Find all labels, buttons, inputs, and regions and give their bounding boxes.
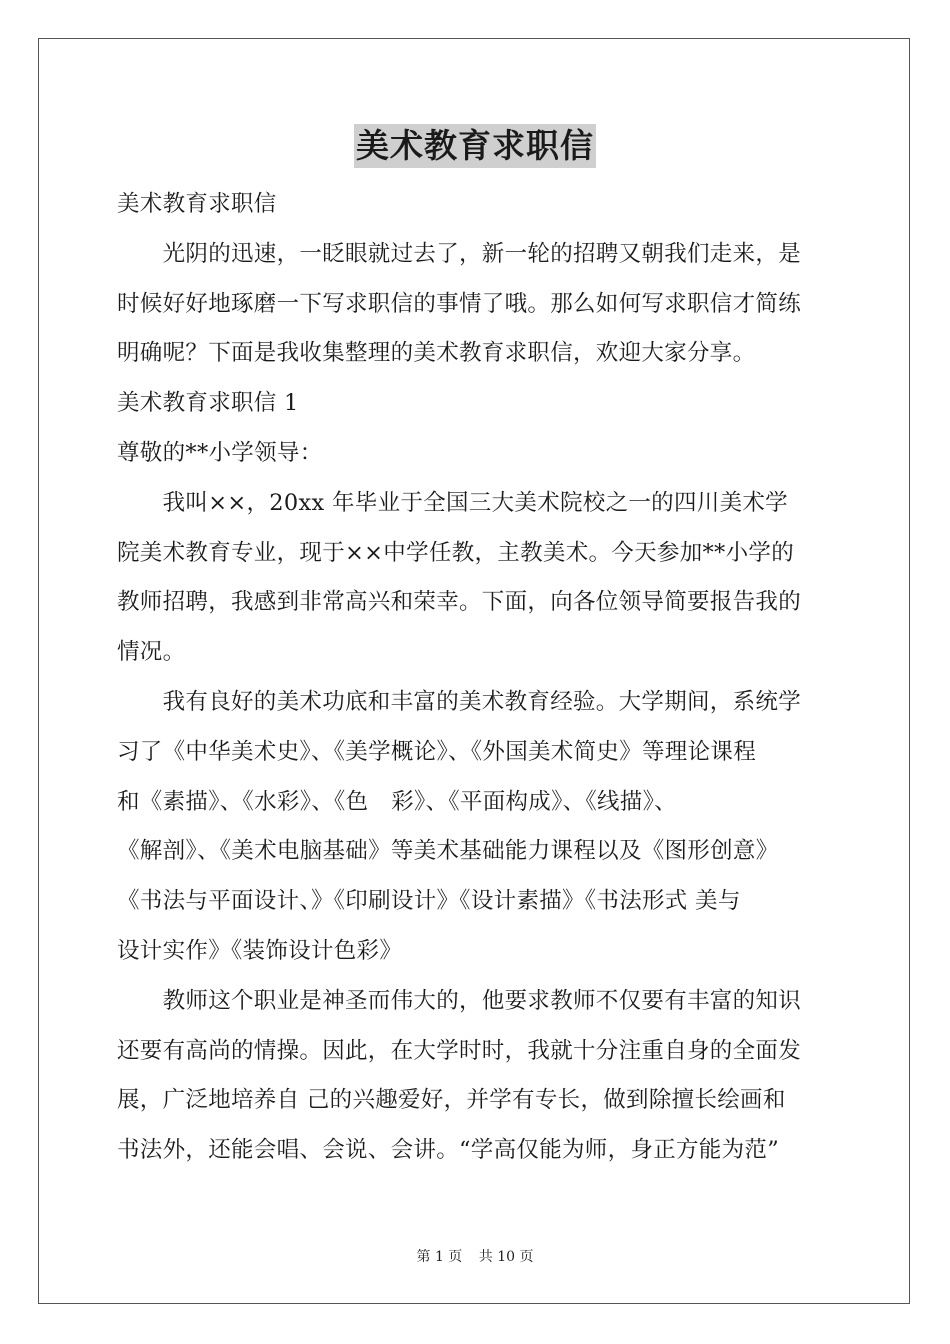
text-line: 我叫××，20xx 年毕业于全国三大美术院校之一的四川美术学 [117,489,788,516]
text-line: 美术教育求职信 1 [117,390,299,417]
text-line: 情况。 [117,639,186,666]
text-line: 明确呢？下面是我收集整理的美术教育求职信，欢迎大家分享。 [117,340,756,367]
text-line: 我有良好的美术功底和丰富的美术教育经验。大学期间，系统学 [117,688,802,715]
text-line: 时候好好地琢磨一下写求职信的事情了哦。那么如何写求职信才简练 [117,290,802,317]
text-line: 《解剖》、《美术电脑基础》等美术基础能力课程以及《图形创意》 [117,838,779,865]
text-line: 展，广泛地培养自 己的兴趣爱好，并学有专长，做到除擅长绘画和 [117,1087,786,1114]
text-line: 尊敬的**小学领导： [117,439,323,466]
document-title: 美术教育求职信 [354,124,596,168]
text-line: 和《素描》、《水彩》、《色 彩》、《平面构成》、《线描》、 [117,788,677,815]
text-line: 设计实作》《装饰设计色彩》 [117,937,403,964]
text-line: 还要有高尚的情操。因此，在大学时时，我就十分注重自身的全面发 [117,1037,802,1064]
text-line: 书法外，还能会唱、会说、会讲。“学高仅能为师，身正方能为范” [117,1137,780,1164]
text-line: 习了《中华美术史》、《美学概论》、《外国美术简史》等理论课程 [117,738,757,765]
text-line: 教师这个职业是神圣而伟大的，他要求教师不仅要有丰富的知识 [117,987,802,1014]
text-line: 《书法与平面设计、》《印刷设计》《设计素描》《书法形式 美与 [117,888,741,915]
page-total: 共 10 页 [478,1249,534,1265]
title-wrap [0,124,950,168]
page-number: 第 1 页 [416,1249,463,1265]
text-line: 光阴的迅速，一眨眼就过去了，新一轮的招聘又朝我们走来，是 [117,240,802,267]
text-line: 院美术教育专业，现于××中学任教，主教美术。今天参加**小学的 [117,539,795,566]
text-line: 美术教育求职信 [117,191,277,217]
document-body [117,180,833,1176]
page-footer [0,1246,950,1266]
text-line: 教师招聘，我感到非常高兴和荣幸。下面，向各位领导简要报告我的 [117,589,802,616]
